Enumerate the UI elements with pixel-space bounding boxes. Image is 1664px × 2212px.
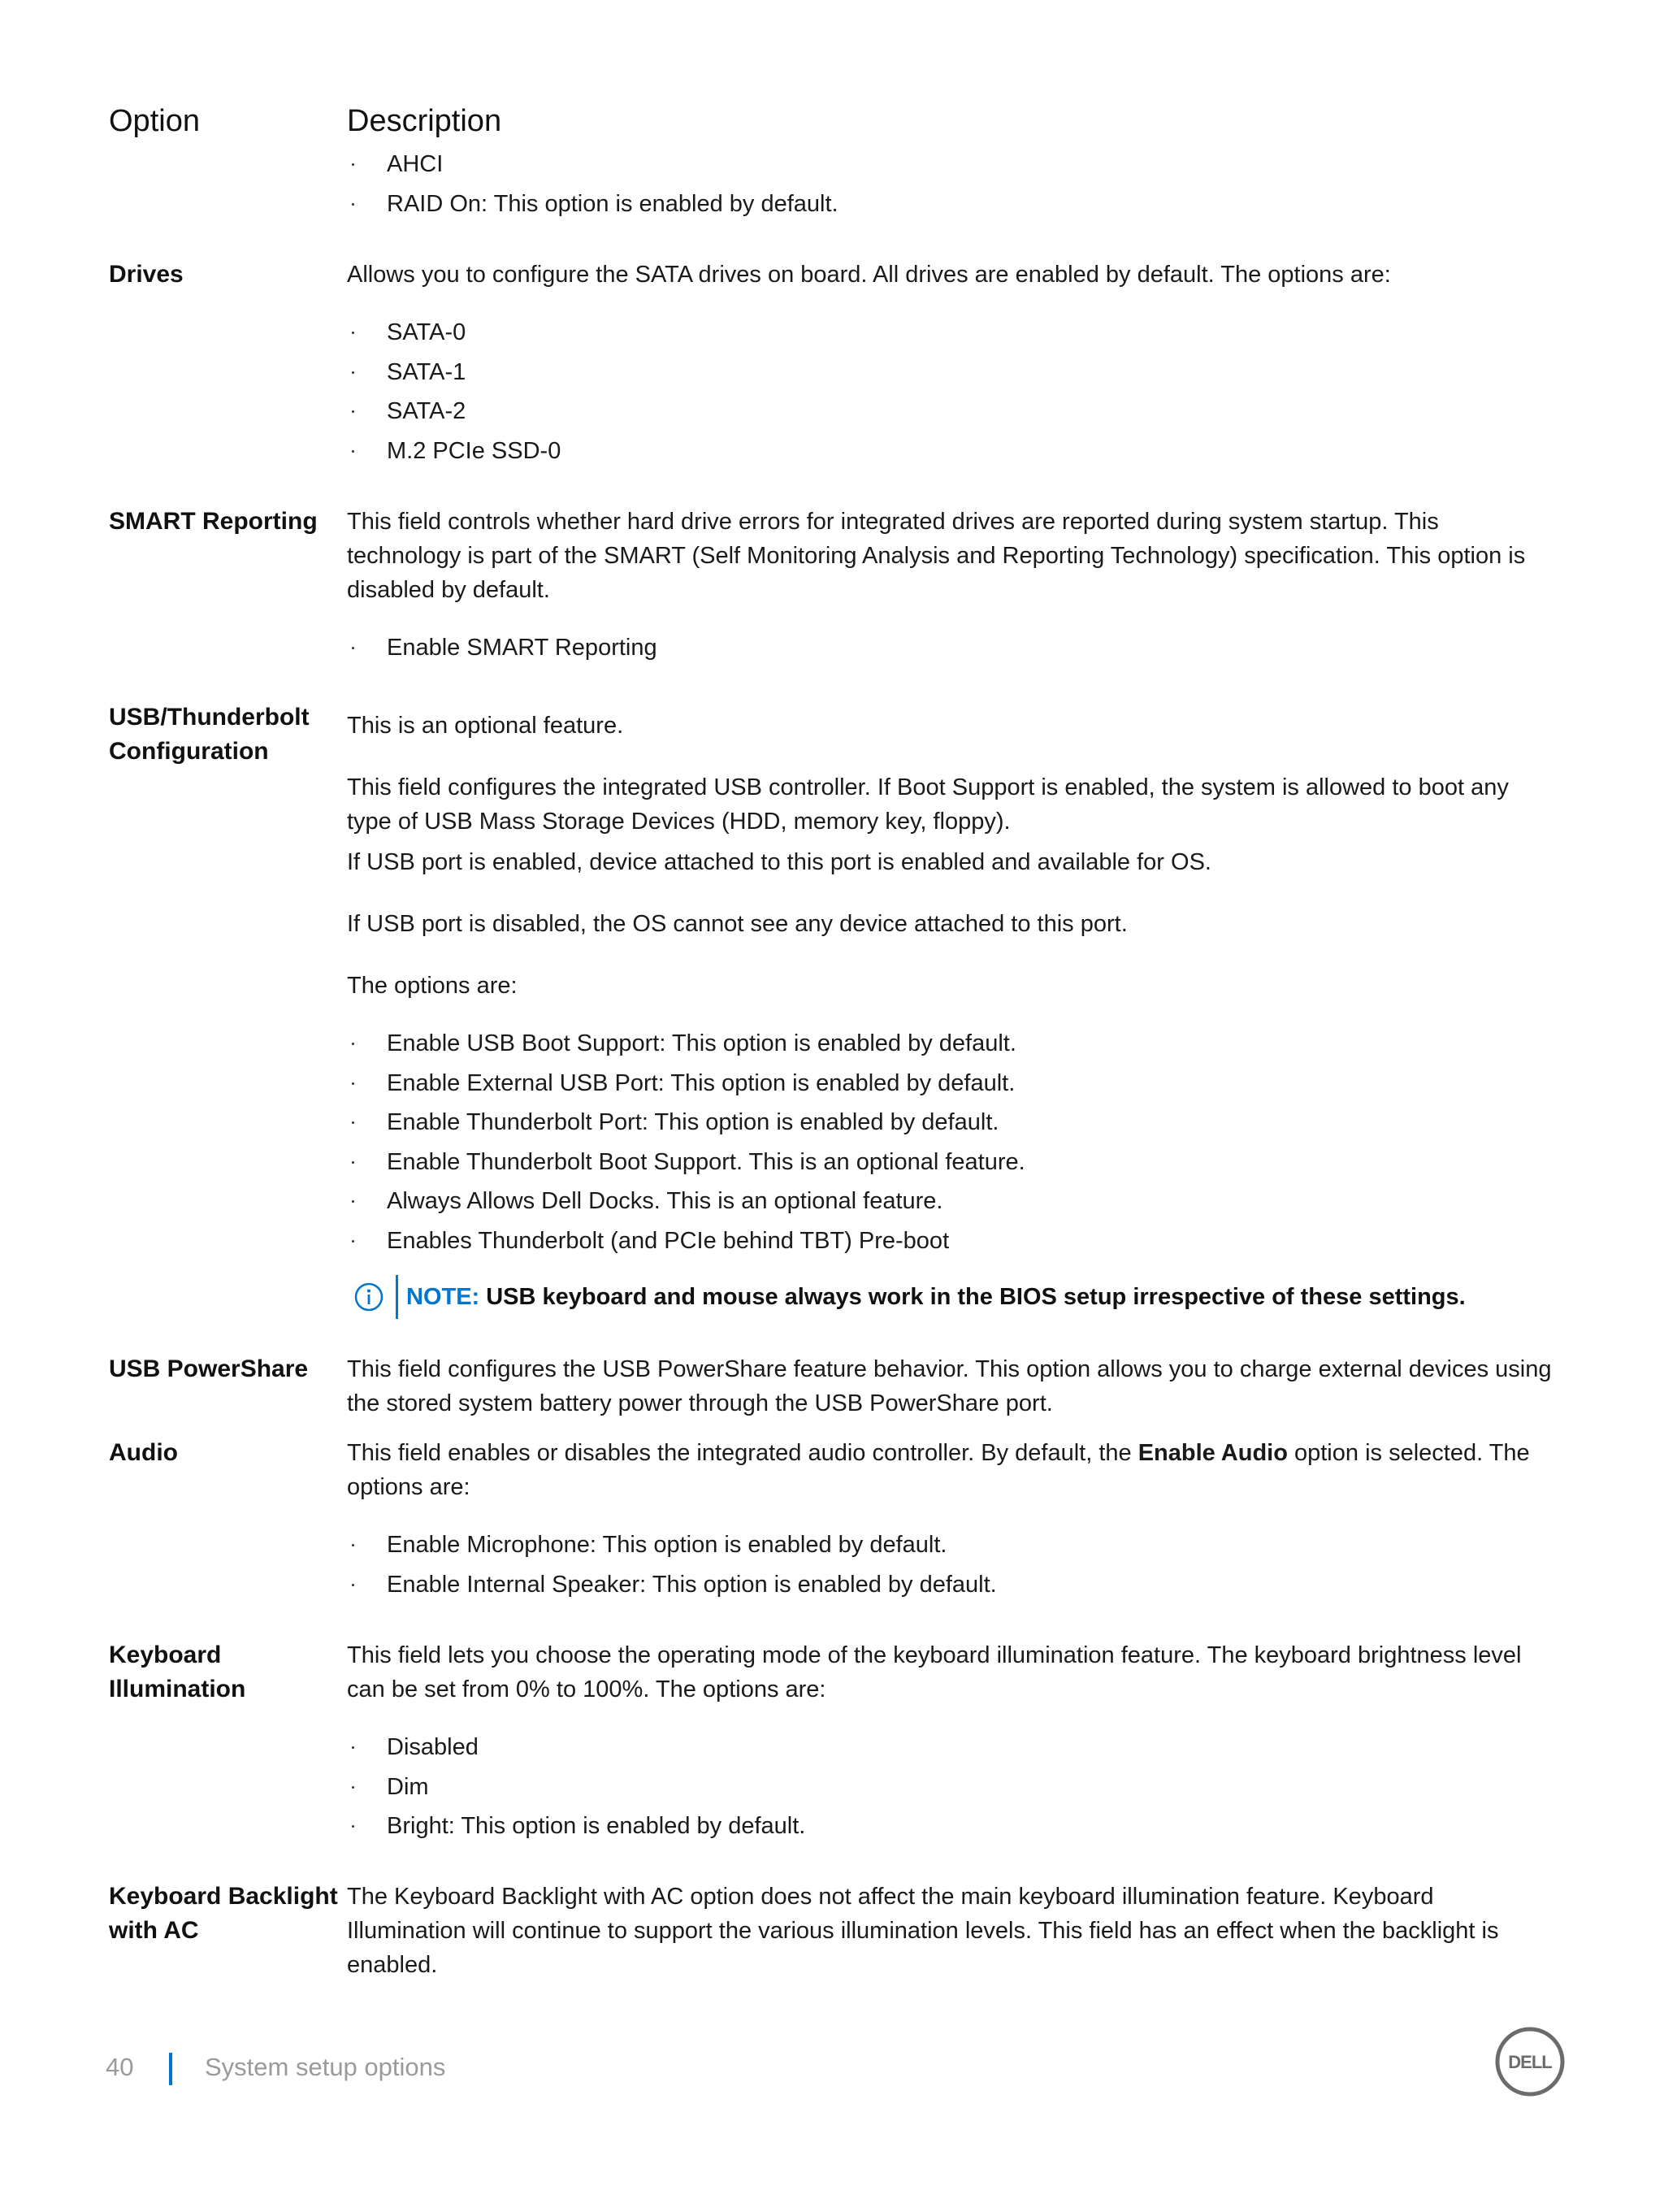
list-item: Dim — [347, 1767, 1558, 1807]
backlight-label-line2: with AC — [109, 1917, 199, 1944]
keyboard-body — [347, 1638, 1558, 1846]
powershare-description: This field configures the USB PowerShare feature behavior. This option allows you to charge external devices using the stored system battery power through the USB PowerShare port. — [347, 1356, 1552, 1416]
keyboard-bullet-list — [347, 1728, 1558, 1846]
list-item: Enable USB Boot Support: This option is enabled by default. — [347, 1024, 1558, 1064]
audio-text-before: This field enables or disables the integrated audio controller. By default, the — [347, 1440, 1138, 1466]
keyboard-description: This field lets you choose the operating mode of the keyboard illumination feature. The keyboard brightness level can be set from 0% to 100%. The options are: — [347, 1642, 1522, 1702]
usb-body — [347, 709, 1558, 1260]
list-item: SATA-2 — [347, 392, 1558, 432]
dell-logo — [1493, 2025, 1566, 2098]
list-item: Enable Thunderbolt Port: This option is enabled by default. — [347, 1103, 1558, 1143]
audio-text-bold: Enable Audio — [1138, 1440, 1288, 1466]
list-item: Enables Thunderbolt (and PCIe behind TBT) Pre-boot — [347, 1221, 1558, 1261]
info-icon — [353, 1282, 384, 1312]
usb-paragraph-3: If USB port is enabled, device attached to this port is enabled and available for OS. — [347, 849, 1211, 875]
list-item: Enable Thunderbolt Boot Support. This is an optional feature. — [347, 1143, 1558, 1182]
list-item: Bright: This option is enabled by default. — [347, 1806, 1558, 1846]
page-footer — [0, 2048, 1664, 2097]
note-label: NOTE: — [406, 1283, 480, 1310]
powershare-body — [347, 1352, 1558, 1420]
intro-bullet-list — [347, 145, 1558, 223]
smart-bullet-list — [347, 628, 1558, 668]
usb-paragraph-1: This is an optional feature. — [347, 713, 624, 739]
backlight-label-line1: Keyboard Backlight — [109, 1883, 338, 1910]
list-item: Enable SMART Reporting — [347, 628, 1558, 668]
list-item: Enable Internal Speaker: This option is enabled by default. — [347, 1565, 1558, 1605]
keyboard-label-line2: Illumination — [109, 1676, 246, 1702]
audio-body — [347, 1436, 1558, 1604]
keyboard-label-line1: Keyboard — [109, 1642, 222, 1668]
usb-label-line2: Configuration — [109, 738, 269, 765]
column-header-option: Option — [109, 104, 200, 138]
list-item: Enable External USB Port: This option is enabled by default. — [347, 1064, 1558, 1104]
logo-wordmark: DELL — [1508, 2052, 1552, 2072]
column-header-description: Description — [347, 104, 502, 138]
note-divider — [396, 1275, 398, 1319]
powershare-label: USB PowerShare — [109, 1355, 309, 1382]
audio-label: Audio — [109, 1439, 178, 1466]
drives-description: Allows you to configure the SATA drives on board. All drives are enabled by default. The options are: — [347, 262, 1391, 288]
list-item: SATA-0 — [347, 313, 1558, 353]
usb-paragraph-2: This field configures the integrated USB controller. If Boot Support is enabled, the system is allowed to boot any type of USB Mass Storage Devices (HDD, memory key, floppy). — [347, 774, 1509, 835]
usb-paragraph-5: The options are: — [347, 973, 518, 999]
page-number: 40 — [106, 2053, 134, 2081]
smart-description: This field controls whether hard drive errors for integrated drives are reported during system startup. This technology is part of the SMART (Self Monitoring Analysis and Reporting Technology) specification. This option is disabled by default. — [347, 509, 1526, 603]
list-item: M.2 PCIe SSD-0 — [347, 432, 1558, 471]
list-item: SATA-1 — [347, 353, 1558, 393]
audio-bullet-list — [347, 1525, 1558, 1604]
backlight-label — [109, 1880, 344, 1948]
audio-description — [347, 1436, 1558, 1504]
backlight-body — [347, 1880, 1558, 1982]
section-title: System setup options — [205, 2053, 446, 2081]
note-text: USB keyboard and mouse always work in the BIOS setup irrespective of these settings. — [486, 1283, 1466, 1310]
note-callout — [353, 1274, 1466, 1320]
usb-label — [109, 700, 336, 769]
audio-text-after: option is selected. The options are: — [347, 1440, 1530, 1500]
backlight-description: The Keyboard Backlight with AC option does not affect the main keyboard illumination feature. Keyboard Illumination will continue to support the various illumination levels. This field has an effect when the backlight is enabled. — [347, 1884, 1499, 1978]
footer-divider — [169, 2053, 172, 2085]
keyboard-label — [109, 1638, 336, 1707]
list-item: AHCI — [347, 145, 1558, 184]
list-item: Enable Microphone: This option is enabled by default. — [347, 1525, 1558, 1565]
usb-paragraph-4: If USB port is disabled, the OS cannot see any device attached to this port. — [347, 911, 1128, 937]
usb-bullet-list — [347, 1024, 1558, 1260]
drives-bullet-list — [347, 313, 1558, 471]
intro-body — [347, 145, 1558, 223]
list-item: Disabled — [347, 1728, 1558, 1767]
drives-body — [347, 258, 1558, 471]
smart-body — [347, 505, 1558, 668]
drives-label: Drives — [109, 261, 184, 288]
usb-label-line1: USB/Thunderbolt — [109, 704, 310, 731]
smart-label: SMART Reporting — [109, 508, 318, 535]
list-item: RAID On: This option is enabled by default. — [347, 184, 1558, 224]
list-item: Always Allows Dell Docks. This is an optional feature. — [347, 1182, 1558, 1221]
